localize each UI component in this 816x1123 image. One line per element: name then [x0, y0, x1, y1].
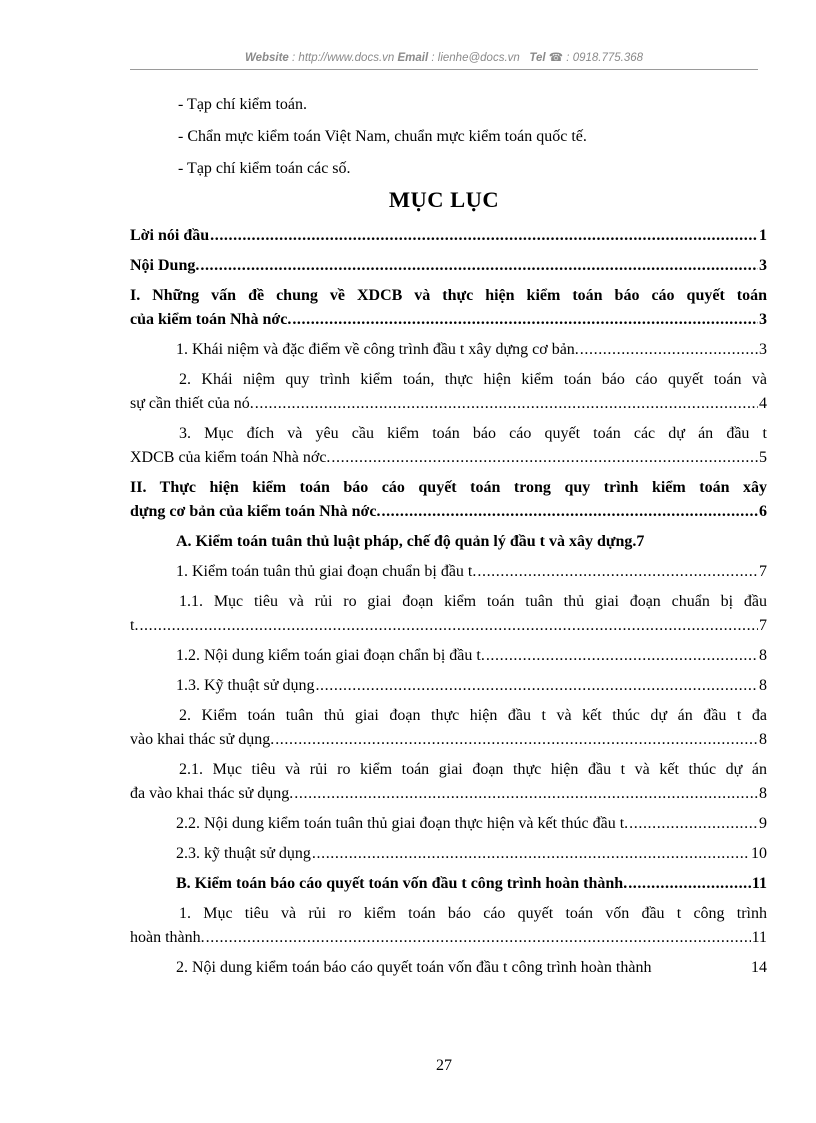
- toc-entry-text-cont: XDCB của kiểm toán Nhà nớc.: [130, 449, 331, 466]
- toc-entry-text: 1. Kiểm toán tuân thủ giai đoạn chuẩn bị đầu t.: [176, 563, 477, 580]
- toc-page-number: 7: [759, 563, 767, 580]
- page-header: [130, 50, 758, 64]
- toc-page-number: 14: [751, 959, 767, 976]
- reference-item: - Tạp chí kiểm toán các số.: [178, 160, 351, 177]
- toc-page-number: 7: [759, 617, 767, 634]
- leader-dots: [292, 308, 758, 332]
- leader-dots: [629, 812, 758, 836]
- toc-entry[interactable]: [130, 644, 767, 668]
- toc-entry-text: 1.3. Kỹ thuật sử dụng: [176, 677, 315, 694]
- toc-entry-text: Lời nói đầu: [130, 227, 210, 244]
- leader-dots: [331, 446, 758, 470]
- toc-entry[interactable]: [130, 872, 767, 896]
- toc-page-number: 10: [751, 845, 767, 862]
- toc-page-number: 5: [759, 449, 767, 466]
- toc-page-number: 8: [759, 731, 767, 748]
- toc-entry[interactable]: [130, 902, 767, 950]
- toc-entry-text-cont: đa vào khai thác sử dụng.: [130, 785, 294, 802]
- toc-entry[interactable]: [130, 704, 767, 752]
- tel-label: Tel: [529, 52, 546, 64]
- toc-entry-text: II. Thực hiện kiểm toán báo cáo quyết toán trong quy trình kiểm toán xây: [130, 479, 767, 496]
- leader-dots: [255, 392, 758, 416]
- table-of-contents: [130, 224, 767, 986]
- toc-page-number: 3: [759, 341, 767, 358]
- toc-entry[interactable]: [130, 368, 767, 416]
- toc-entry-text: 1.1. Mục tiêu và rủi ro giai đoạn kiểm toán tuân thủ giai đoạn chuẩn bị đầu: [179, 593, 767, 610]
- toc-entry-text: 2.3. kỹ thuật sử dụng: [176, 845, 311, 862]
- toc-entry-text: 2. Nội dung kiểm toán báo cáo quyết toán vốn đầu t công trình hoàn thành: [176, 959, 652, 976]
- reference-item: - Tạp chí kiểm toán.: [178, 96, 307, 113]
- toc-entry[interactable]: [130, 338, 767, 362]
- page-number: 27: [436, 1057, 452, 1074]
- toc-entry[interactable]: [130, 224, 767, 248]
- toc-page-number: 6: [759, 503, 767, 520]
- toc-entry-text-cont: dựng cơ bản của kiểm toán Nhà nớc.: [130, 503, 381, 520]
- toc-entry-text: Nội Dung.: [130, 257, 200, 274]
- toc-entry-text: 1. Mục tiêu và rủi ro kiểm toán báo cáo quyết toán vốn đầu t công trình: [179, 905, 767, 922]
- leader-dots: [381, 500, 758, 524]
- leader-dots: [312, 842, 750, 866]
- website-value: : http://www.docs.vn: [292, 52, 395, 64]
- leader-dots: [477, 560, 758, 584]
- header-divider: [130, 69, 758, 70]
- website-label: Website: [244, 52, 289, 64]
- toc-page-number: 8: [759, 647, 767, 664]
- toc-entry[interactable]: [130, 674, 767, 698]
- toc-entry[interactable]: [130, 590, 767, 638]
- toc-entry[interactable]: [130, 812, 767, 836]
- leader-dots: [139, 614, 758, 638]
- toc-entry[interactable]: [130, 842, 767, 866]
- toc-page-number: 7: [636, 533, 645, 550]
- leader-dots: [206, 926, 751, 950]
- toc-page-number: 9: [759, 815, 767, 832]
- leader-dots: [628, 872, 751, 896]
- toc-page-number: 11: [751, 875, 767, 892]
- toc-entry-text: 2. Khái niệm quy trình kiểm toán, thực hiện kiểm toán báo cáo quyết toán và: [179, 371, 767, 388]
- toc-entry-text: 2.2. Nội dung kiểm toán tuân thủ giai đoạn thực hiện và kết thúc đầu t.: [176, 815, 629, 832]
- leader-dots: [294, 782, 758, 806]
- leader-dots: [315, 674, 758, 698]
- toc-entry-text-cont: vào khai thác sử dụng.: [130, 731, 275, 748]
- toc-page-number: 4: [759, 395, 767, 412]
- toc-page-number: 11: [751, 929, 767, 946]
- toc-entry-text-cont: hoàn thành.: [130, 929, 205, 946]
- toc-entry-text-cont: sự cần thiết của nó.: [130, 395, 254, 412]
- leader-dots: [275, 728, 758, 752]
- toc-entry[interactable]: [130, 254, 767, 278]
- toc-entry-text: B. Kiểm toán báo cáo quyết toán vốn đầu t công trình hoàn thành.: [176, 875, 628, 892]
- leader-dots: [200, 254, 758, 278]
- email-value: : lienhe@docs.vn: [431, 52, 520, 64]
- toc-entry[interactable]: [130, 758, 767, 806]
- toc-page-number: 3: [759, 311, 767, 328]
- toc-entry[interactable]: [130, 530, 767, 554]
- toc-entry[interactable]: [130, 560, 767, 584]
- reference-item: - Chẩn mực kiểm toán Việt Nam, chuẩn mực kiểm toán quốc tế.: [178, 128, 587, 145]
- toc-entry-text: 3. Mục đích và yêu cầu kiểm toán báo cáo quyết toán các dự án đầu t: [179, 425, 767, 442]
- toc-entry[interactable]: [130, 422, 767, 470]
- toc-entry-text: 2.1. Mục tiêu và rủi ro kiểm toán giai đoạn thực hiện đầu t và kết thúc dự án: [179, 761, 767, 778]
- toc-title: MỤC LỤC: [388, 187, 500, 212]
- toc-page-number: 8: [759, 785, 767, 802]
- toc-entry-text: 1.2. Nội dung kiểm toán giai đoạn chẩn bị đầu t.: [176, 647, 485, 664]
- leader-dots: [486, 644, 758, 668]
- toc-page-number: 3: [759, 257, 767, 274]
- toc-page-number: 8: [759, 677, 767, 694]
- toc-entry[interactable]: [130, 956, 767, 980]
- toc-entry-text: I. Những vấn đề chung về XDCB và thực hiện kiểm toán báo cáo quyết toán: [130, 287, 767, 304]
- toc-page-number: 1: [759, 227, 767, 244]
- toc-entry[interactable]: [130, 476, 767, 524]
- toc-entry-text-cont: của kiểm toán Nhà nớc.: [130, 311, 292, 328]
- leader-dots: [580, 338, 758, 362]
- reference-list: [178, 89, 587, 185]
- toc-entry-text: A. Kiểm toán tuân thủ luật pháp, chế độ quản lý đầu t và xây dựng.: [176, 533, 637, 550]
- toc-entry-text: 2. Kiểm toán tuân thủ giai đoạn thực hiện đầu t và kết thúc dự án đầu t đa: [179, 707, 767, 724]
- toc-entry-text-cont: t.: [130, 617, 139, 634]
- leader-dots: [210, 224, 758, 248]
- toc-entry-text: 1. Khái niệm và đặc điểm về công trình đầu t xây dựng cơ bản.: [176, 341, 579, 358]
- toc-entry[interactable]: [130, 284, 767, 332]
- email-label: Email: [397, 52, 429, 64]
- tel-value: ☎ : 0918.775.368: [548, 52, 644, 64]
